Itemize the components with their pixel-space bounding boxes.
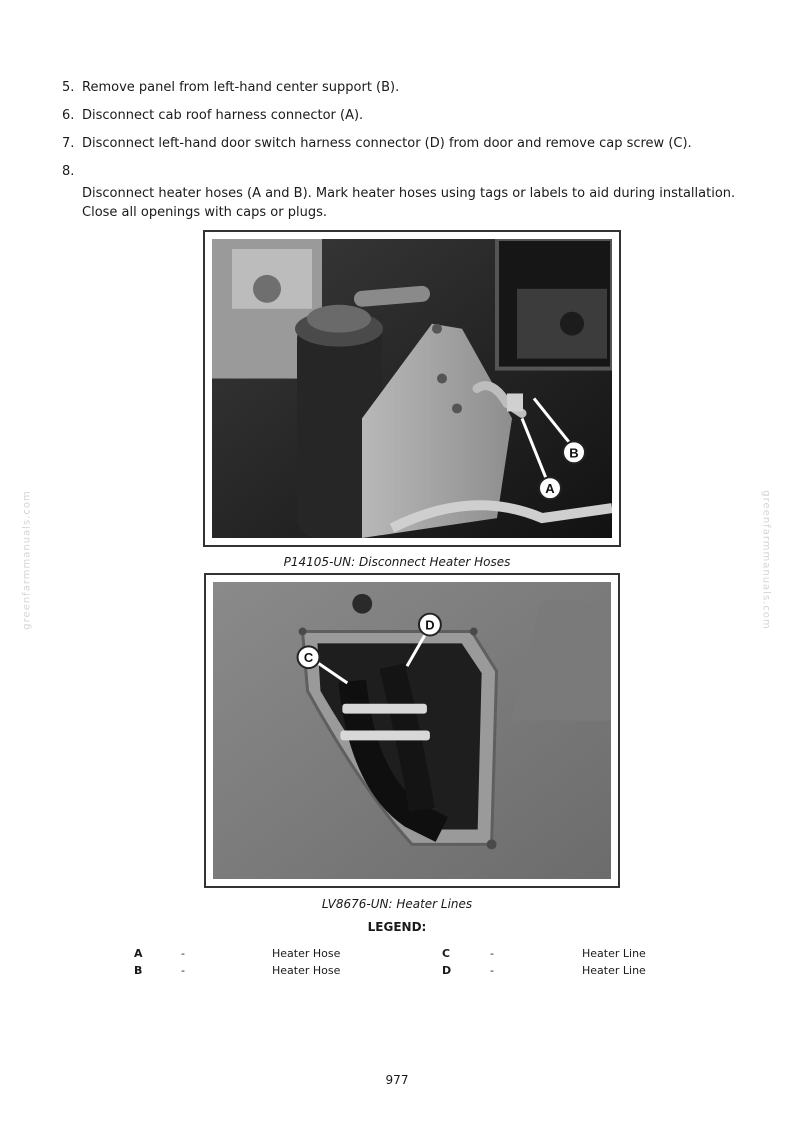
legend-key: D (442, 964, 452, 977)
legend-value: Heater Hose (272, 964, 341, 977)
legend-dash: - (490, 964, 494, 977)
step-text: Disconnect cab roof harness connector (A). (82, 108, 364, 123)
step-5 (62, 78, 752, 97)
step-number: 6. (62, 108, 75, 123)
figure-heater-lines (204, 573, 620, 888)
photo-heater-lines (213, 582, 611, 879)
legend-key: C (442, 947, 451, 960)
callout-a: A (545, 481, 555, 497)
figure-caption: P14105-UN: Disconnect Heater Hoses (283, 555, 511, 569)
legend-value: Heater Line (582, 947, 646, 960)
legend-row (130, 964, 660, 981)
legend-table (130, 947, 660, 981)
procedure-steps (62, 78, 752, 222)
figure-caption: LV8676-UN: Heater Lines (321, 897, 473, 911)
callout-b: B (569, 445, 579, 461)
legend-key: A (134, 947, 143, 960)
callout-d: D (425, 617, 435, 633)
legend-title: LEGEND: (367, 920, 427, 934)
watermark-left: greenfarmmanuals.com (21, 490, 33, 630)
step-text: Disconnect heater hoses (A and B). Mark heater hoses using tags or labels to aid during installation. Close all openings with caps or plugs. (82, 186, 736, 220)
step-number: 5. (62, 80, 75, 95)
step-8 (62, 162, 752, 222)
page-number: 977 (385, 1073, 409, 1087)
legend-value: Heater Line (582, 964, 646, 977)
legend-dash: - (181, 947, 185, 960)
figure-heater-hoses (203, 230, 621, 547)
legend-row (130, 947, 660, 964)
step-7 (62, 134, 752, 153)
watermark-right: greenfarmmanuals.com (760, 490, 772, 630)
step-number: 8. (62, 164, 75, 179)
legend-key: B (134, 964, 143, 977)
legend-dash: - (181, 964, 185, 977)
callout-c: C (303, 650, 314, 666)
step-text: Remove panel from left-hand center support (B). (82, 80, 400, 95)
legend-value: Heater Hose (272, 947, 341, 960)
step-number: 7. (62, 136, 75, 151)
photo-heater-hoses (212, 239, 612, 538)
step-6 (62, 106, 752, 125)
legend-dash: - (490, 947, 494, 960)
step-text: Disconnect left-hand door switch harness connector (D) from door and remove cap screw (C). (82, 136, 692, 151)
